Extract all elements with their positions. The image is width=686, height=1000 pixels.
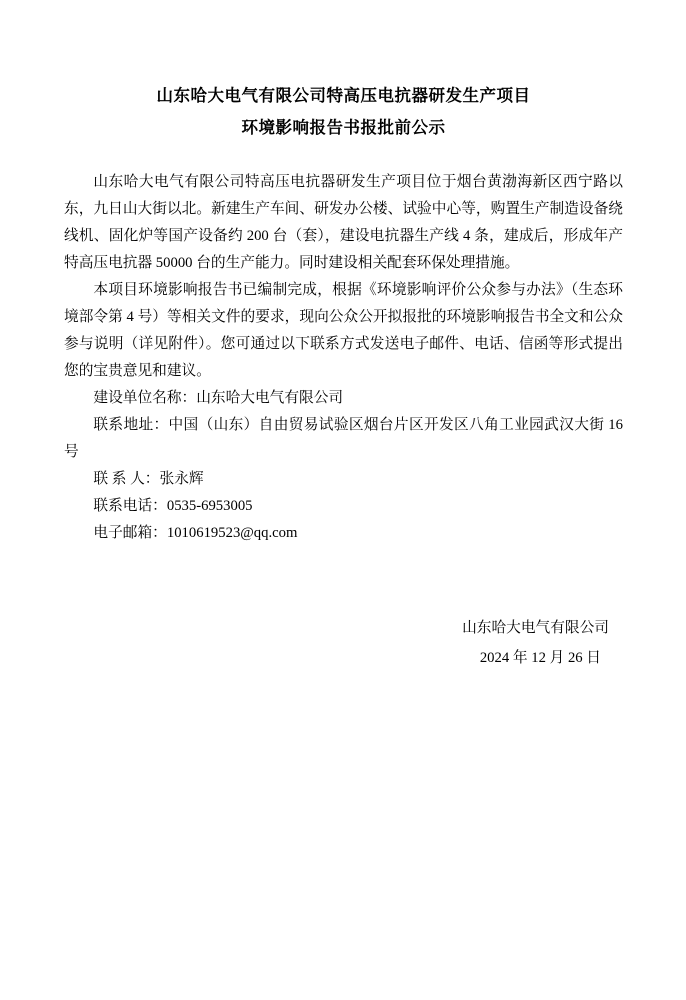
title-block [64, 80, 623, 144]
contact-line-company [64, 385, 623, 412]
signature-date: 2024 年 12 月 26 日 [479, 650, 601, 666]
contact-value: 山东哈大电气有限公司 [196, 390, 344, 406]
contact-line-phone [64, 493, 623, 520]
contact-value: 0535-6953005 [166, 498, 253, 514]
signature-block [64, 613, 623, 673]
contact-label: 联系地址： [93, 417, 169, 433]
contact-line-address [64, 412, 623, 466]
contact-value: 张永辉 [159, 471, 204, 487]
doc-subtitle: 环境影响报告书报批前公示 [241, 118, 446, 137]
doc-title: 山东哈大电气有限公司特高压电抗器研发生产项目 [156, 86, 531, 105]
paragraph-public-notice: 本项目环境影响报告书已编制完成，根据《环境影响评价公众参与办法》（生态环境部令第 4 号）等相关文件的要求，现向公众公开拟报批的环境影响报告书全文和公众参与说明（详见附件）。您可通过以下联系方式发送电子邮件、电话、信函等形式提出您的宝贵意见和建议。 [64, 282, 623, 379]
doc-text [64, 169, 623, 547]
contact-line-person [64, 466, 623, 493]
contact-label: 建设单位名称： [93, 390, 197, 406]
paragraph-project-overview: 山东哈大电气有限公司特高压电抗器研发生产项目位于烟台黄渤海新区西宁路以东，九日山大街以北。新建生产车间、研发办公楼、试验中心等，购置生产制造设备绕线机、固化炉等国产设备约 200 台（套），建设电抗器生产线 4 条，建成后，形成年产特高压电抗器 50000 台的生产能力。同时建设相关配套环保处理措施。 [64, 174, 623, 271]
contact-label: 电子邮箱： [93, 525, 167, 541]
contact-value: 1010619523@qq.com [166, 525, 298, 541]
signature-company: 山东哈大电气有限公司 [462, 620, 609, 636]
contact-label: 联系电话： [93, 498, 167, 514]
contact-line-email [64, 520, 623, 547]
contact-value: 中国（山东）自由贸易试验区烟台片区开发区八角工业园武汉大街 16 号 [64, 417, 623, 460]
contact-label: 联 系 人： [93, 471, 160, 487]
